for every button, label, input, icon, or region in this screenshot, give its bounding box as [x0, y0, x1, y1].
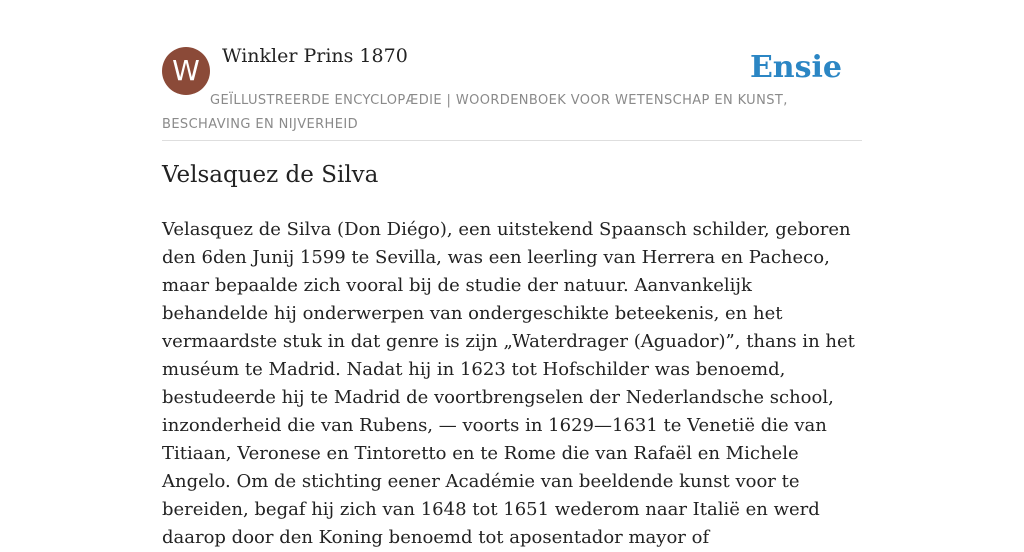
- ensie-logo[interactable]: Ensie: [749, 50, 842, 85]
- source-title-link[interactable]: Winkler Prins 1870: [222, 45, 408, 67]
- source-avatar[interactable]: W: [162, 47, 210, 95]
- page-header: [162, 0, 862, 141]
- source-subtitle: GEÏLLUSTREERDE ENCYCLOPÆDIE | WOORDENBOEK VOOR WETENSCHAP EN KUNST, BESCHAVING EN NIJVERHEID: [162, 93, 788, 132]
- entry-title: Velsaquez de Silva: [162, 162, 379, 188]
- entry-body: Velasquez de Silva (Don Diégo), een uitstekend Spaansch schilder, geboren den 6den Junij 1599 te Sevilla, was een leerling van Herrera en Pacheco, maar bepaalde zich vooral bij de studie der natuur. Aanvankelijk behandelde hij onderwerpen van ondergeschikte beteekenis, en het vermaardste stuk in dat genre is zijn „Waterdrager (Aguador)”, thans in het muséum te Madrid. Nadat hij in 1623 tot Hofschilder was benoemd, bestudeerde hij te Madrid de voortbrengselen der Nederlandsche school, inzonderheid die van Rubens, — voorts in 1629—1631 te Venetië die van Titiaan, Veronese en Tintoretto en te Rome die van Rafaël en Michele Angelo. Om de stichting eener Académie van beeldende kunst voor te bereiden, begaf hij zich van 1648 tot 1651 wederom naar Italië en werd daarop door den Koning benoemd tot aposentador mayor of: [162, 219, 855, 548]
